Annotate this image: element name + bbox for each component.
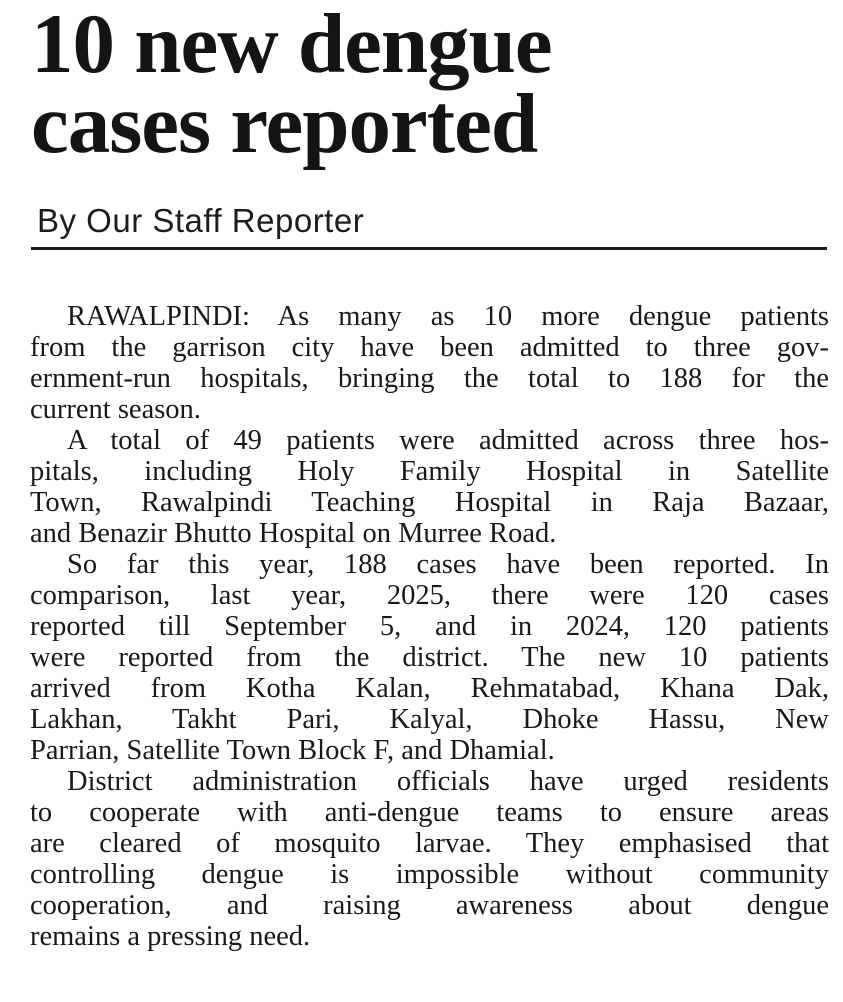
text-line: pitals, including Holy Family Hospital in Satellite [30, 456, 829, 487]
text-line: Town, Rawalpindi Teaching Hospital in Raja Bazaar, [30, 487, 829, 518]
text-line: arrived from Kotha Kalan, Rehmatabad, Khana Dak, [30, 673, 829, 704]
headline-line-2: cases reported [31, 77, 538, 171]
text-line: and Benazir Bhutto Hospital on Murree Road. [30, 518, 557, 549]
text-line: Lakhan, Takht Pari, Kalyal, Dhoke Hassu, New [30, 704, 829, 735]
text-line: are cleared of mosquito larvae. They emphasised that [30, 828, 829, 859]
text-line: to cooperate with anti-dengue teams to ensure areas [30, 797, 829, 828]
byline: By Our Staff Reporter [37, 202, 365, 239]
text-line: remains a pressing need. [30, 921, 311, 952]
text-line: cooperation, and raising awareness about dengue [30, 890, 829, 921]
text-line: So far this year, 188 cases have been reported. In [67, 549, 829, 580]
text-line: controlling dengue is impossible without community [30, 859, 829, 890]
text-line: comparison, last year, 2025, there were 120 cases [30, 580, 829, 611]
text-line: RAWALPINDI: As many as 10 more dengue patients [67, 301, 829, 332]
article-headline [31, 0, 821, 171]
text-line: reported till September 5, and in 2024, 120 patients [30, 611, 829, 642]
text-line: current season. [30, 394, 201, 425]
text-line: A total of 49 patients were admitted across three hos- [67, 425, 829, 456]
text-line: Parrian, Satellite Town Block F, and Dhamial. [30, 735, 555, 766]
headline-line-1: 10 new dengue [31, 0, 552, 91]
text-line: were reported from the district. The new 10 patients [30, 642, 829, 673]
text-line: from the garrison city have been admitted to three gov- [30, 332, 829, 363]
text-line: District administration officials have urged residents [67, 766, 829, 797]
text-line: ernment-run hospitals, bringing the total to 188 for the [30, 363, 829, 394]
byline-divider-rule [31, 247, 827, 250]
article-body [30, 301, 829, 952]
